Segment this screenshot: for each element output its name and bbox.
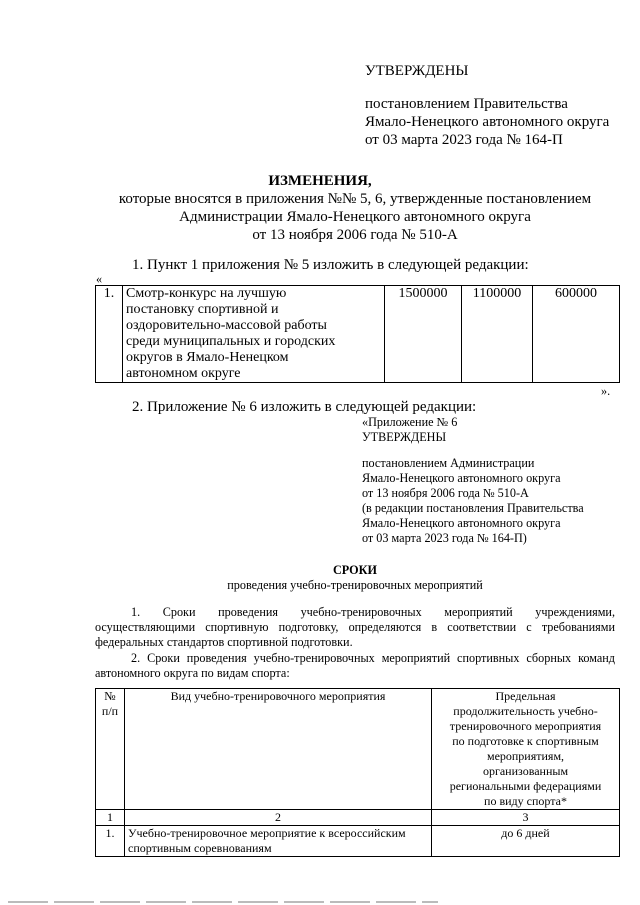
header-kind: Вид учебно-тренировочного мероприятия xyxy=(125,689,432,810)
table-header-row xyxy=(96,689,620,810)
open-quote: « xyxy=(96,272,103,286)
heading-line: от 13 ноября 2006 года № 510-А xyxy=(252,227,458,243)
terms-title: СРОКИ xyxy=(333,563,377,577)
heading-subtitle xyxy=(0,190,640,244)
approval-block xyxy=(365,95,609,149)
header-duration-line: Предельная xyxy=(495,689,556,703)
heading-line: которые вносятся в приложения №№ 5, 6, утвержденные постановлением xyxy=(118,191,592,207)
terms-subtitle: проведения учебно-тренировочных мероприятий xyxy=(227,578,483,592)
row-kind-line: спортивным соревнованиям xyxy=(128,841,272,855)
header-duration xyxy=(432,689,620,810)
row-number: 1. xyxy=(96,826,125,857)
row-name-line: округов в Ямало-Ненецком xyxy=(126,350,289,365)
value-2: 1100000 xyxy=(462,286,533,383)
approval-line: постановлением Правительства xyxy=(365,96,568,112)
approval-line: от 03 марта 2023 года № 164-П xyxy=(365,132,563,148)
row-name-line: постановку спортивной и xyxy=(126,302,279,317)
column-number-row xyxy=(96,810,620,826)
header-duration-line: региональными федерациями xyxy=(449,779,602,793)
row-number: 1. xyxy=(96,286,123,383)
header-number-line: № xyxy=(104,689,116,703)
heading-line: Администрации Ямало-Ненецкого автономного округа xyxy=(179,209,531,225)
terms-paragraph-2: 2. Сроки проведения учебно-тренировочных мероприятий спортивных сборных команд автономного округа по видам спорта: xyxy=(95,651,615,680)
row-duration: до 6 дней xyxy=(432,826,620,857)
appendix-block xyxy=(362,415,457,445)
resolution-line: (в редакции постановления Правительства xyxy=(362,501,584,515)
table-row xyxy=(96,286,620,383)
row-name-line: Смотр-конкурс на лучшую xyxy=(126,286,287,301)
header-duration-line: по виду спорта* xyxy=(484,794,567,808)
row-name-line: среди муниципальных и городских xyxy=(126,334,336,349)
page-edge-divider xyxy=(8,901,438,903)
value-3: 600000 xyxy=(533,286,620,383)
approval-line: Ямало-Ненецкого автономного округа xyxy=(365,114,610,130)
row-name-line: оздоровительно-массовой работы xyxy=(126,318,327,333)
resolution-line: постановлением Администрации xyxy=(362,456,535,470)
value-1: 1500000 xyxy=(385,286,462,383)
table-row xyxy=(96,826,620,857)
header-number xyxy=(96,689,125,810)
col-number: 3 xyxy=(432,810,620,826)
header-number-line: п/п xyxy=(101,704,119,718)
terms-table xyxy=(95,688,620,857)
header-duration-line: тренировочного мероприятия xyxy=(449,719,602,733)
header-duration-line: продолжительность учебно- xyxy=(453,704,598,718)
col-number: 2 xyxy=(125,810,432,826)
item1-text: 1. Пункт 1 приложения № 5 изложить в следующей редакции: xyxy=(132,257,529,273)
header-duration-line: мероприятиям, xyxy=(486,749,565,763)
resolution-line: Ямало-Ненецкого автономного округа xyxy=(362,516,561,530)
terms-paragraph-1: 1. Сроки проведения учебно-тренировочных мероприятий учреждениями, осуществляющими спортивную подготовку, определяются в соответствии с требованиями федеральных стандартов спортивной подготовки. xyxy=(95,605,615,649)
resolution-line: от 13 ноября 2006 года № 510-А xyxy=(362,486,529,500)
item2-text: 2. Приложение № 6 изложить в следующей редакции: xyxy=(132,399,477,415)
header-duration-line: организованным xyxy=(482,764,569,778)
row-name xyxy=(123,286,385,383)
resolution-line: от 03 марта 2023 года № 164-П) xyxy=(362,531,527,545)
row-kind xyxy=(125,826,432,857)
appendix-line: УТВЕРЖДЕНЫ xyxy=(362,430,447,444)
appendix-line: «Приложение № 6 xyxy=(362,415,458,429)
amendment-table xyxy=(95,285,620,383)
resolution-block xyxy=(362,456,584,546)
resolution-line: Ямало-Ненецкого автономного округа xyxy=(362,471,561,485)
header-duration-line: по подготовке к спортивным xyxy=(452,734,599,748)
close-quote: ». xyxy=(601,384,611,398)
approval-title: УТВЕРЖДЕНЫ xyxy=(365,63,469,79)
row-name-line: автономном округе xyxy=(126,366,241,381)
document-heading: ИЗМЕНЕНИЯ, xyxy=(268,173,372,189)
row-kind-line: Учебно-тренировочное мероприятие к всероссийским xyxy=(128,826,406,840)
col-number: 1 xyxy=(96,810,125,826)
